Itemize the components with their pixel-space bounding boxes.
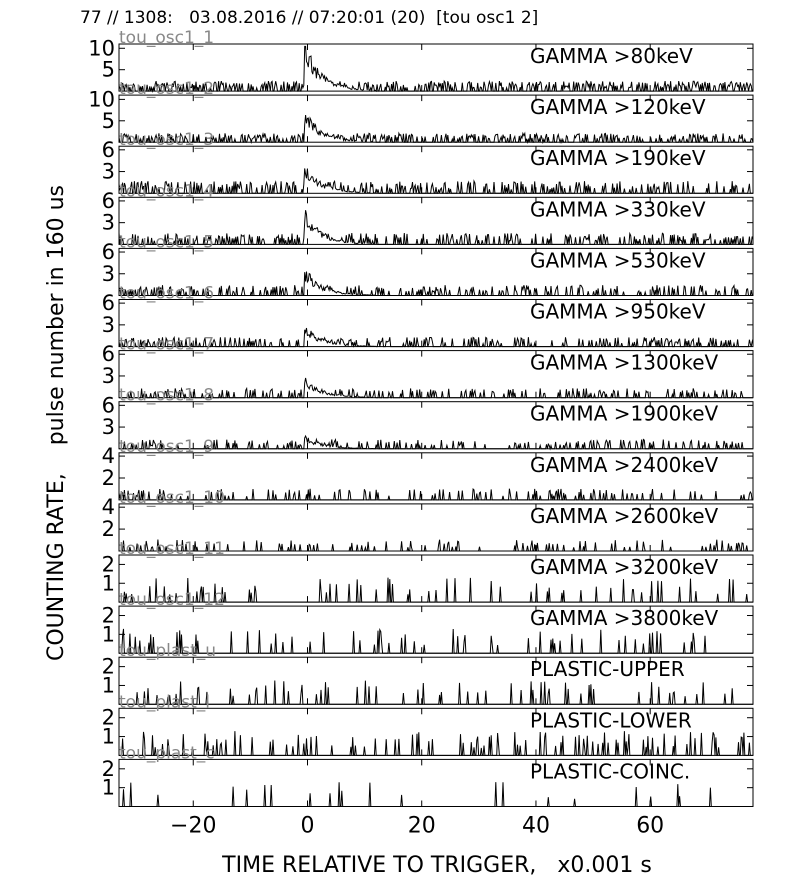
- x-tick-label: 0: [300, 813, 315, 839]
- series-line-tou_osc1_2: [119, 115, 753, 142]
- y-tick-label: 1: [101, 622, 115, 647]
- y-tick-label: 1: [101, 571, 115, 596]
- channel-label: tou_osc1_8: [119, 385, 215, 406]
- y-tick-label: 6: [101, 291, 115, 316]
- channel-label: tou_osc1_4: [119, 181, 215, 202]
- y-tick-label: 2: [101, 603, 115, 628]
- y-tick-label: 1: [101, 724, 115, 749]
- y-tick-label: 6: [101, 188, 115, 213]
- channel-label: tou_plast_u: [119, 641, 217, 662]
- series-line-tou_osc1_5: [119, 272, 753, 296]
- y-tick-label: 4: [101, 444, 115, 469]
- y-tick-label: 5: [101, 108, 115, 133]
- panel-title: GAMMA >120keV: [530, 95, 706, 120]
- y-tick-label: 1: [101, 775, 115, 800]
- y-tick-label: 2: [101, 465, 115, 490]
- y-tick-label: 6: [101, 137, 115, 162]
- panel-title: GAMMA >950keV: [530, 299, 706, 324]
- series-line-tou_osc1_3: [119, 168, 753, 193]
- panel-title: GAMMA >3800keV: [530, 606, 719, 631]
- y-axis-title: COUNTING RATE, pulse number in 160 us: [44, 184, 69, 662]
- panel-title: GAMMA >2400keV: [530, 452, 719, 477]
- y-tick-label: 3: [101, 261, 115, 286]
- channel-label: tou_plast_c: [119, 743, 215, 764]
- channel-label: tou_osc1_10: [119, 487, 225, 508]
- y-tick-label: 2: [101, 552, 115, 577]
- channel-label: tou_osc1_5: [119, 232, 215, 253]
- y-tick-label: 10: [88, 36, 115, 61]
- y-tick-label: 2: [101, 654, 115, 679]
- panel-title: GAMMA >1300keV: [530, 350, 719, 375]
- y-tick-label: 10: [88, 87, 115, 112]
- x-tick-label: 20: [407, 813, 436, 839]
- series-line-tou_osc1_6: [119, 328, 753, 347]
- x-tick-label: 60: [636, 813, 665, 839]
- panel-title: GAMMA >3200keV: [530, 555, 719, 579]
- y-tick-label: 6: [101, 240, 115, 265]
- series-line-tou_osc1_8: [119, 436, 753, 449]
- y-tick-label: 6: [101, 393, 115, 418]
- series-line-tou_plast_u: [119, 681, 753, 705]
- panel-title: PLASTIC-COINC.: [530, 759, 691, 784]
- channel-label: tou_osc1_11: [119, 539, 225, 559]
- channel-label: tou_osc1_12: [119, 590, 225, 611]
- channel-label: tou_osc1_1: [119, 28, 215, 48]
- y-tick-label: 1: [101, 673, 115, 698]
- y-tick-label: 3: [101, 363, 115, 388]
- panel-title: GAMMA >2600keV: [530, 503, 719, 528]
- panel-title: GAMMA >80keV: [530, 44, 693, 68]
- panel-title: GAMMA >1900keV: [530, 401, 719, 426]
- panel-title: GAMMA >330keV: [530, 197, 706, 222]
- series-line-tou_osc1_7: [119, 378, 753, 398]
- channel-label: tou_osc1_7: [119, 334, 215, 355]
- panel-title: PLASTIC-LOWER: [530, 708, 692, 733]
- y-tick-label: 3: [101, 159, 115, 184]
- series-line-tou_plast_c: [119, 782, 753, 806]
- channel-label: tou_osc1_9: [119, 436, 215, 457]
- y-tick-label: 2: [101, 705, 115, 730]
- chart-header: 77 // 1308: 03.08.2016 // 07:20:01 (20) [tou osc1 2]: [80, 8, 539, 28]
- channel-label: tou_osc1_6: [119, 283, 215, 304]
- y-tick-label: 5: [101, 57, 115, 82]
- channel-label: tou_osc1_3: [119, 130, 215, 151]
- y-tick-label: 3: [101, 312, 115, 337]
- panel-title: GAMMA >530keV: [530, 248, 706, 273]
- y-tick-label: 2: [101, 756, 115, 781]
- y-tick-label: 6: [101, 342, 115, 367]
- x-tick-label: −20: [170, 813, 217, 839]
- panel-title: PLASTIC-UPPER: [530, 657, 685, 682]
- panel-title: GAMMA >190keV: [530, 146, 706, 171]
- channel-label: tou_osc1_2: [119, 79, 215, 100]
- x-axis-title: TIME RELATIVE TO TRIGGER, x0.001 s: [222, 853, 652, 878]
- y-tick-label: 4: [101, 495, 115, 520]
- x-tick-label: 40: [521, 813, 550, 839]
- channel-label: tou_plast_l: [119, 692, 211, 713]
- y-tick-label: 3: [101, 415, 115, 440]
- panel-tou_plast_c: [102, 743, 753, 806]
- y-tick-label: 3: [101, 210, 115, 235]
- y-tick-label: 2: [101, 517, 115, 542]
